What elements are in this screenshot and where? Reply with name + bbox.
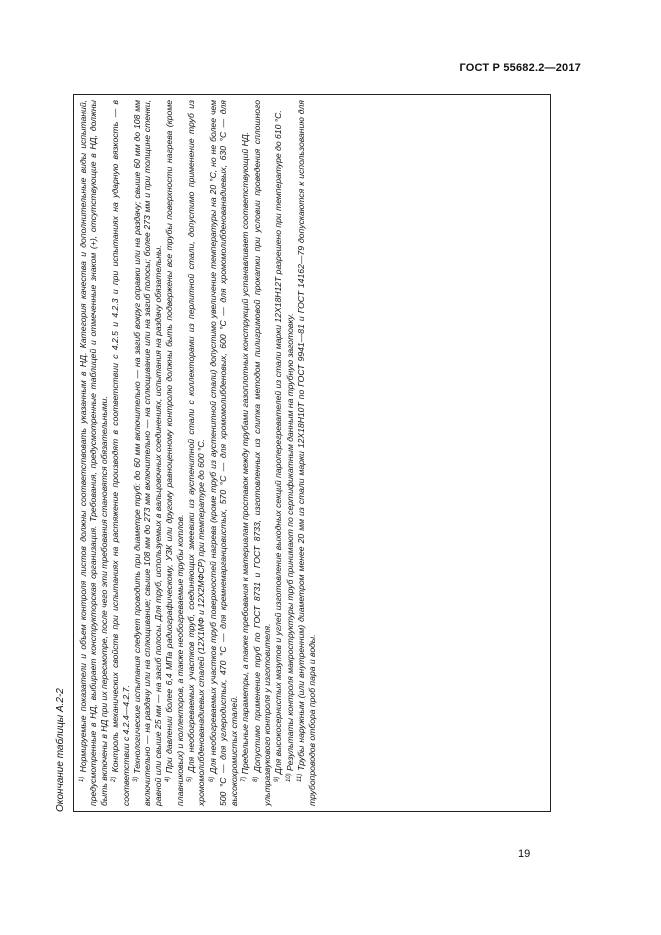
table-note: $^{7)}$ Предельные параметры, а также требования к материалам проставок между трубами газоплотных конструкций устанавливает соответствующий НД. <box>240 131 251 782</box>
standard-header: ГОСТ Р 55682.2—2017 <box>459 62 581 74</box>
table-note: $^{1)}$ Нормируемые показатели и объем контроля листов должны соответствовать указанным в НД. Категория качества и дополнительные виды испытаний, предусмотренные в НД, выбирает конструкторская организация. Требования, предусмотренные таблицей и отмеченные знаком (+), отсутствующие в НД, должны быть включены в НД при их пересмотре, после чего эти требования становятся обязательными. <box>78 99 109 806</box>
table-note: $^{5)}$ Для необогреваемых участков труб, соединяющих змеевики из аустенитной стали с коллекторами из перлитной стали, допустимо применение труб из хромомолибденованадиевых сталей (12Х1МФ и 12Х2МФСР) при температуре до 600 °С. <box>186 99 207 806</box>
table-note: $^{6)}$ Для необогреваемых участков труб поверхностей нагрева (кроме труб из аустенитной стали) допустимо увеличение температуры на 20 °С, но не более чем 500 °С — для углеродистых, 470 °С — для кремнемарганцовистых, 570 °С — для хромомолибденовых, 600 °С — для хромомолибденованадиевых, 630 °С — для высокохромистых сталей. <box>207 100 239 806</box>
table-note: $^{8)}$ Допустимо применение труб по ГОСТ 8731 и ГОСТ 8733, изготовленных из слитка методом пилигримовой прокатки при условии проведения сплошного ультразвукового контроля у изготовителя. <box>251 100 272 806</box>
table-note: $^{4)}$ При давлении более 6,4 МПа радиографическому, УЗК или другому равноценному контролю должны быть подвержены все трубы поверхности нагрева (кроме плавниковых) и коллекторов, а также необогреваемые трубы котлов. <box>164 100 185 806</box>
page-number: 19 <box>518 848 531 860</box>
table-note: $^{11)}$ Трубы наружным (или внутренним) диаметром менее 20 мм из стали марки 12Х18Н10Т по ГОСТ 9941—81 и ГОСТ 14162—79 допускаются к использованию для трубопроводов отбора проб пара и воды. <box>296 100 317 806</box>
table-note: $^{2)}$ Контроль механических свойств при испытаниях на растяжение производят в соответствии с 4.2.5 и 4.2.3 и при испытаниях на ударную вязкость — в соответствии с 4.2.4—4.2.7. <box>110 100 131 806</box>
rotated-table-area <box>55 90 560 820</box>
landscape-block <box>55 90 560 820</box>
table-note: $^{9)}$ Для высокосернистых мазутов и углей изготовление выходных секций пароперегревателей из стали марки 12Х18Н12Т разрешено при температуре до 610 °С. <box>273 110 284 782</box>
table-note: $^{3)}$ Технологические испытания следует проводить при диаметре труб: до 60 мм включительно — на загиб вокруг оправки или на раздачу; свыше 60 мм до 108 мм включительно — на раздачу или на сплющивание; свыше 108 мм до 273 мм включительно — на сплющивание или на загиб полосы; более 273 мм и при толщине стенки, равной или свыше 25 мм — на загиб полосы. Для труб, используемых в вальцовочных соединениях, испытания на раздачу обязательны. <box>132 99 163 806</box>
table-note: $^{10)}$ Результаты контроля макроструктуры труб принимают по сертификатным данным на трубную заготовку. <box>284 313 295 782</box>
table-caption: Окончание таблицы А.2-2 <box>55 688 66 812</box>
table-notes <box>77 100 317 806</box>
